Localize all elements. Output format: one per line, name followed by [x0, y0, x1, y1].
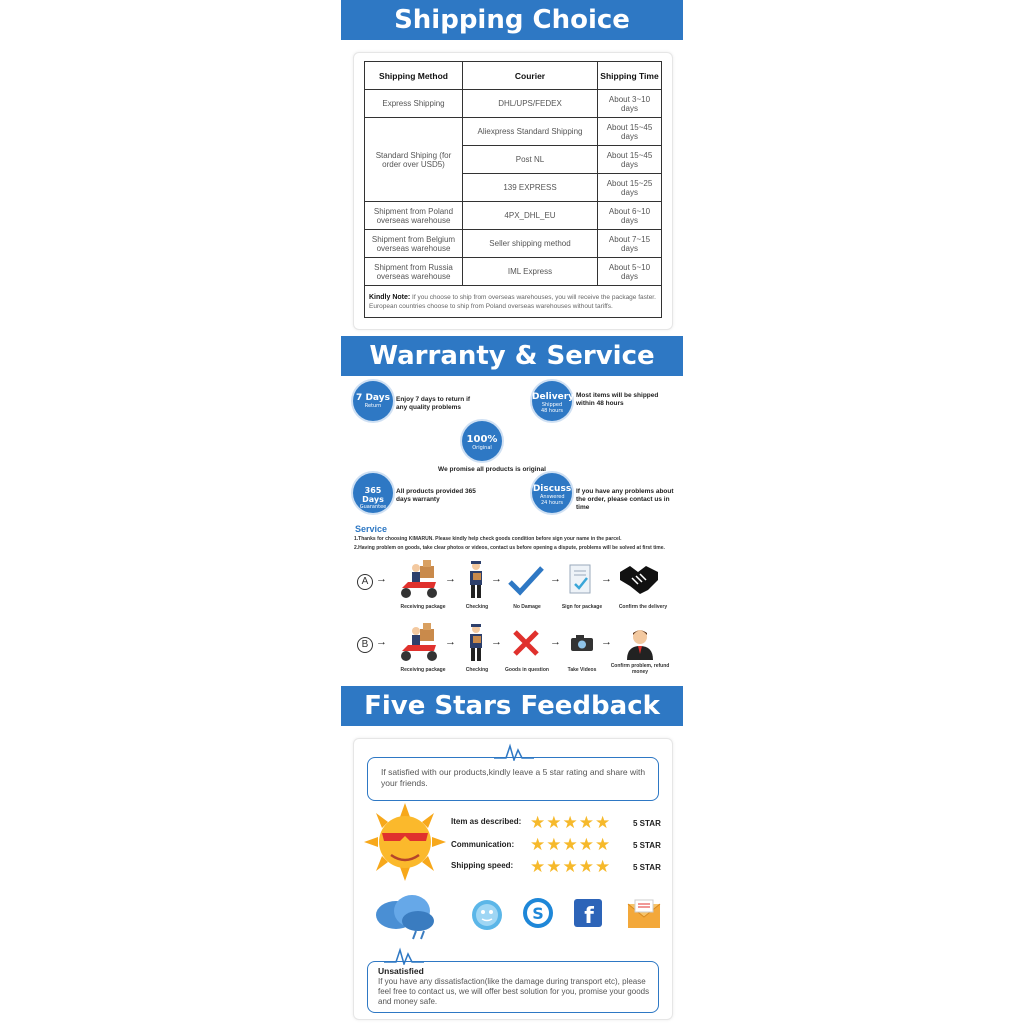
shipping-table-card	[353, 52, 673, 330]
time-cell: About 7~15 days	[598, 230, 662, 258]
customer-service-person-icon	[625, 628, 655, 660]
badge-big-text: 7 Days	[356, 393, 390, 403]
note-label: Kindly Note:	[369, 293, 411, 301]
flow-a-step-label: Confirm the delivery	[618, 604, 668, 610]
flow-a-step-label: Checking	[465, 604, 489, 610]
feedback-card	[353, 738, 673, 1020]
arrow-right-icon: →	[376, 573, 387, 585]
flow-b-step-label: Receiving package	[400, 667, 446, 673]
shipping-banner	[341, 0, 683, 40]
star-rating-icon: ★★★★★	[530, 813, 612, 832]
pulse-line-icon	[384, 945, 424, 965]
email-icon[interactable]	[627, 899, 661, 929]
badge-discuss-text: If you have any problems about the order, please contact us in time	[576, 488, 674, 511]
method-cell: Express Shipping	[365, 90, 463, 118]
courier-cell: 4PX_DHL_EU	[463, 202, 598, 230]
badge-discuss	[532, 473, 572, 513]
badge-7-days-text: Enjoy 7 days to return if any quality problems	[396, 396, 471, 411]
note-text: If you choose to ship from overseas warehouses, you will receive the package faster. European countries choose to ship from Poland overseas warehouses without tariffs.	[369, 293, 656, 310]
arrow-right-icon: →	[550, 573, 561, 585]
rating-label: Shipping speed:	[451, 861, 514, 870]
badge-small-text: Guarantee	[359, 504, 387, 510]
feedback-title: Five Stars Feedback	[364, 691, 660, 721]
flow-b-step-label: Checking	[465, 667, 489, 673]
table-row	[365, 90, 662, 118]
courier-checking-icon	[465, 623, 487, 663]
svg-text:S: S	[532, 904, 544, 923]
qq-icon[interactable]	[470, 897, 504, 931]
scooter-courier-icon	[398, 623, 442, 663]
badge-original	[462, 421, 502, 461]
badge-365-days-text: All products provided 365 days warranty	[396, 488, 476, 503]
unsatisfied-text: If you have any dissatisfaction(like the damage during transport etc), please feel free to contact us, we will offer best solution for you, promise your goods and money safe.	[378, 977, 650, 1006]
camera-icon	[570, 634, 594, 652]
time-cell: About 3~10 days	[598, 90, 662, 118]
rating-label: Item as described:	[451, 817, 522, 826]
table-row	[365, 202, 662, 230]
badge-365-days	[353, 473, 393, 513]
sun-mascot-icon	[364, 803, 446, 881]
arrow-right-icon: →	[445, 573, 456, 585]
courier-cell: Post NL	[463, 146, 598, 174]
badge-delivery-text: Most items will be shipped within 48 hours	[576, 392, 659, 407]
note-row	[365, 286, 662, 318]
badge-big-text: 100%	[466, 434, 498, 445]
arrow-right-icon: →	[445, 636, 456, 648]
checkmark-icon	[508, 566, 544, 596]
table-header-row	[365, 62, 662, 90]
cross-icon	[512, 629, 540, 657]
method-cell: Standard Shiping (for order over USD5)	[365, 118, 463, 202]
flow-a-letter: A	[357, 574, 373, 590]
service-line-2: 2.Having problem on goods, take clear photos or videos, contact us before opening a dispute, problems will be solved at first time.	[354, 545, 665, 551]
table-row	[365, 230, 662, 258]
handshake-icon	[618, 562, 660, 596]
courier-cell: IML Express	[463, 258, 598, 286]
arrow-right-icon: →	[376, 636, 387, 648]
star-rating-icon: ★★★★★	[530, 835, 612, 854]
badge-big-text: 365 Days	[362, 486, 384, 504]
courier-checking-icon	[465, 560, 487, 600]
shipping-title: Shipping Choice	[394, 5, 630, 35]
time-cell: About 15~25 days	[598, 174, 662, 202]
arrow-right-icon: →	[491, 573, 502, 585]
flow-b-step-label: Take Videos	[567, 667, 597, 673]
time-cell: About 15~45 days	[598, 146, 662, 174]
flow-b-step-label: Goods in question	[505, 667, 549, 673]
courier-cell: Seller shipping method	[463, 230, 598, 258]
method-cell: Shipment from Poland overseas warehouse	[365, 202, 463, 230]
flow-b-letter: B	[357, 637, 373, 653]
header-shipping-method: Shipping Method	[365, 62, 463, 90]
badge-small-text: Shipped 48 hours	[540, 402, 563, 414]
scooter-courier-icon	[398, 560, 442, 600]
method-cell: Shipment from Russia overseas warehouse	[365, 258, 463, 286]
kindly-note	[365, 286, 662, 318]
arrow-right-icon: →	[601, 573, 612, 585]
sign-document-icon	[569, 564, 595, 596]
badge-small-text: Answered 24 hours	[540, 494, 565, 506]
header-courier: Courier	[463, 62, 598, 90]
badge-original-text: We promise all products is original	[438, 466, 546, 473]
arrow-right-icon: →	[550, 636, 561, 648]
flow-a-step-label: Receiving package	[400, 604, 446, 610]
time-cell: About 5~10 days	[598, 258, 662, 286]
table-row	[365, 118, 662, 146]
skype-icon[interactable]	[522, 897, 554, 929]
shipping-table	[364, 61, 662, 318]
badge-delivery	[532, 381, 575, 421]
svg-text:f: f	[584, 904, 594, 927]
service-line-1: 1.Thanks for choosing KIMARUN. Please kindly help check goods condition before sign your name in the parcel.	[354, 536, 622, 542]
cloud-icon[interactable]	[372, 889, 438, 941]
header-shipping-time: Shipping Time	[598, 62, 662, 90]
courier-cell: DHL/UPS/FEDEX	[463, 90, 598, 118]
feedback-banner	[341, 686, 683, 726]
time-cell: About 15~45 days	[598, 118, 662, 146]
courier-cell: Aliexpress Standard Shipping	[463, 118, 598, 146]
flow-a-step-label: Sign for package	[561, 604, 603, 610]
pulse-line-icon	[494, 741, 534, 761]
flow-a-step-label: No Damage	[513, 604, 541, 610]
flow-b-step-label: Confirm problem, refund money	[610, 663, 670, 675]
badge-big-text: Discuss	[532, 484, 572, 494]
arrow-right-icon: →	[601, 636, 612, 648]
arrow-right-icon: →	[491, 636, 502, 648]
rating-value: 5 STAR	[633, 819, 661, 828]
time-cell: About 6~10 days	[598, 202, 662, 230]
method-cell: Shipment from Belgium overseas warehouse	[365, 230, 463, 258]
badge-big-text: Delivery	[532, 392, 575, 402]
unsatisfied-title: Unsatisfied	[378, 966, 424, 976]
rating-value: 5 STAR	[633, 863, 661, 872]
badge-7-days	[353, 381, 393, 421]
warranty-title: Warranty & Service	[369, 341, 655, 371]
star-rating-icon: ★★★★★	[530, 857, 612, 876]
courier-cell: 139 EXPRESS	[463, 174, 598, 202]
rating-value: 5 STAR	[633, 841, 661, 850]
table-row	[365, 258, 662, 286]
badge-small-text: Original	[472, 445, 492, 451]
service-title: Service	[355, 524, 388, 534]
intro-text: If satisfied with our products,kindly leave a 5 star rating and share with your friends.	[381, 767, 646, 788]
product-info-column	[341, 0, 683, 1024]
warranty-banner	[341, 336, 683, 376]
badge-small-text: Return	[364, 403, 382, 409]
rating-label: Communication:	[451, 840, 515, 849]
facebook-icon[interactable]	[574, 899, 602, 927]
